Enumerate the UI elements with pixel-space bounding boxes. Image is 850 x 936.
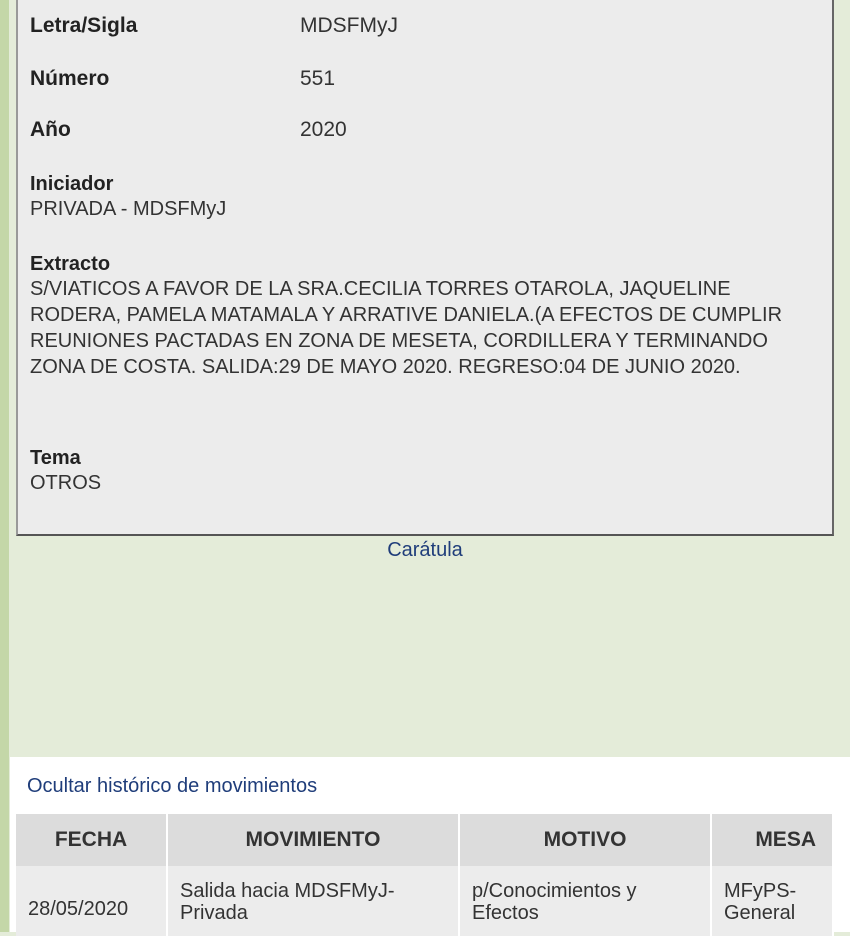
anio-label: Año <box>30 118 71 141</box>
letra-sigla-value: MDSFMyJ <box>300 14 398 37</box>
column-header-fecha[interactable]: FECHA <box>16 814 168 866</box>
tema-block <box>30 446 820 496</box>
cell-motivo: p/Conocimientos y Efectos <box>460 866 712 936</box>
cell-fecha: 28/05/2020 <box>16 866 168 936</box>
letra-sigla-row <box>30 14 398 38</box>
table-header-row <box>16 814 834 866</box>
extracto-label: Extracto <box>30 253 111 275</box>
anio-value: 2020 <box>300 118 347 141</box>
letra-sigla-label: Letra/Sigla <box>30 14 138 37</box>
column-header-mesa[interactable]: MESA <box>712 814 834 866</box>
iniciador-value: PRIVADA - MDSFMyJ <box>30 198 227 220</box>
caratula-link[interactable]: Carátula <box>387 539 463 561</box>
iniciador-block <box>30 172 820 222</box>
iniciador-label: Iniciador <box>30 173 114 195</box>
extracto-value: S/VIATICOS A FAVOR DE LA SRA.CECILIA TORRES OTAROLA, JAQUELINE RODERA, PAMELA MATAMALA Y ARRATIVE DANIELA.(A EFECTOS DE CUMPLIR REUNIONES PACTADAS EN ZONA DE MESETA, CORDILLERA Y TERMINANDO ZONA DE COSTA. SALIDA:29 DE MAYO 2020. REGRESO:04 DE JUNIO 2020. <box>30 278 783 378</box>
table-row[interactable] <box>16 866 834 936</box>
numero-label: Número <box>30 67 110 90</box>
numero-row <box>30 67 336 91</box>
cell-movimiento: Salida hacia MDSFMyJ-Privada <box>168 866 460 936</box>
left-border-stripe <box>0 0 9 932</box>
movimientos-table <box>16 814 834 936</box>
column-header-movimiento[interactable]: MOVIMIENTO <box>168 814 460 866</box>
ocultar-historico-link[interactable]: Ocultar histórico de movimientos <box>27 775 318 797</box>
tema-label: Tema <box>30 447 81 469</box>
cell-mesa: MFyPS-General <box>712 866 834 936</box>
tema-value: OTROS <box>30 472 102 494</box>
numero-value: 551 <box>300 67 336 90</box>
extracto-block <box>30 252 820 380</box>
anio-row <box>30 118 347 142</box>
expediente-detail-card <box>16 0 834 536</box>
column-header-motivo[interactable]: MOTIVO <box>460 814 712 866</box>
